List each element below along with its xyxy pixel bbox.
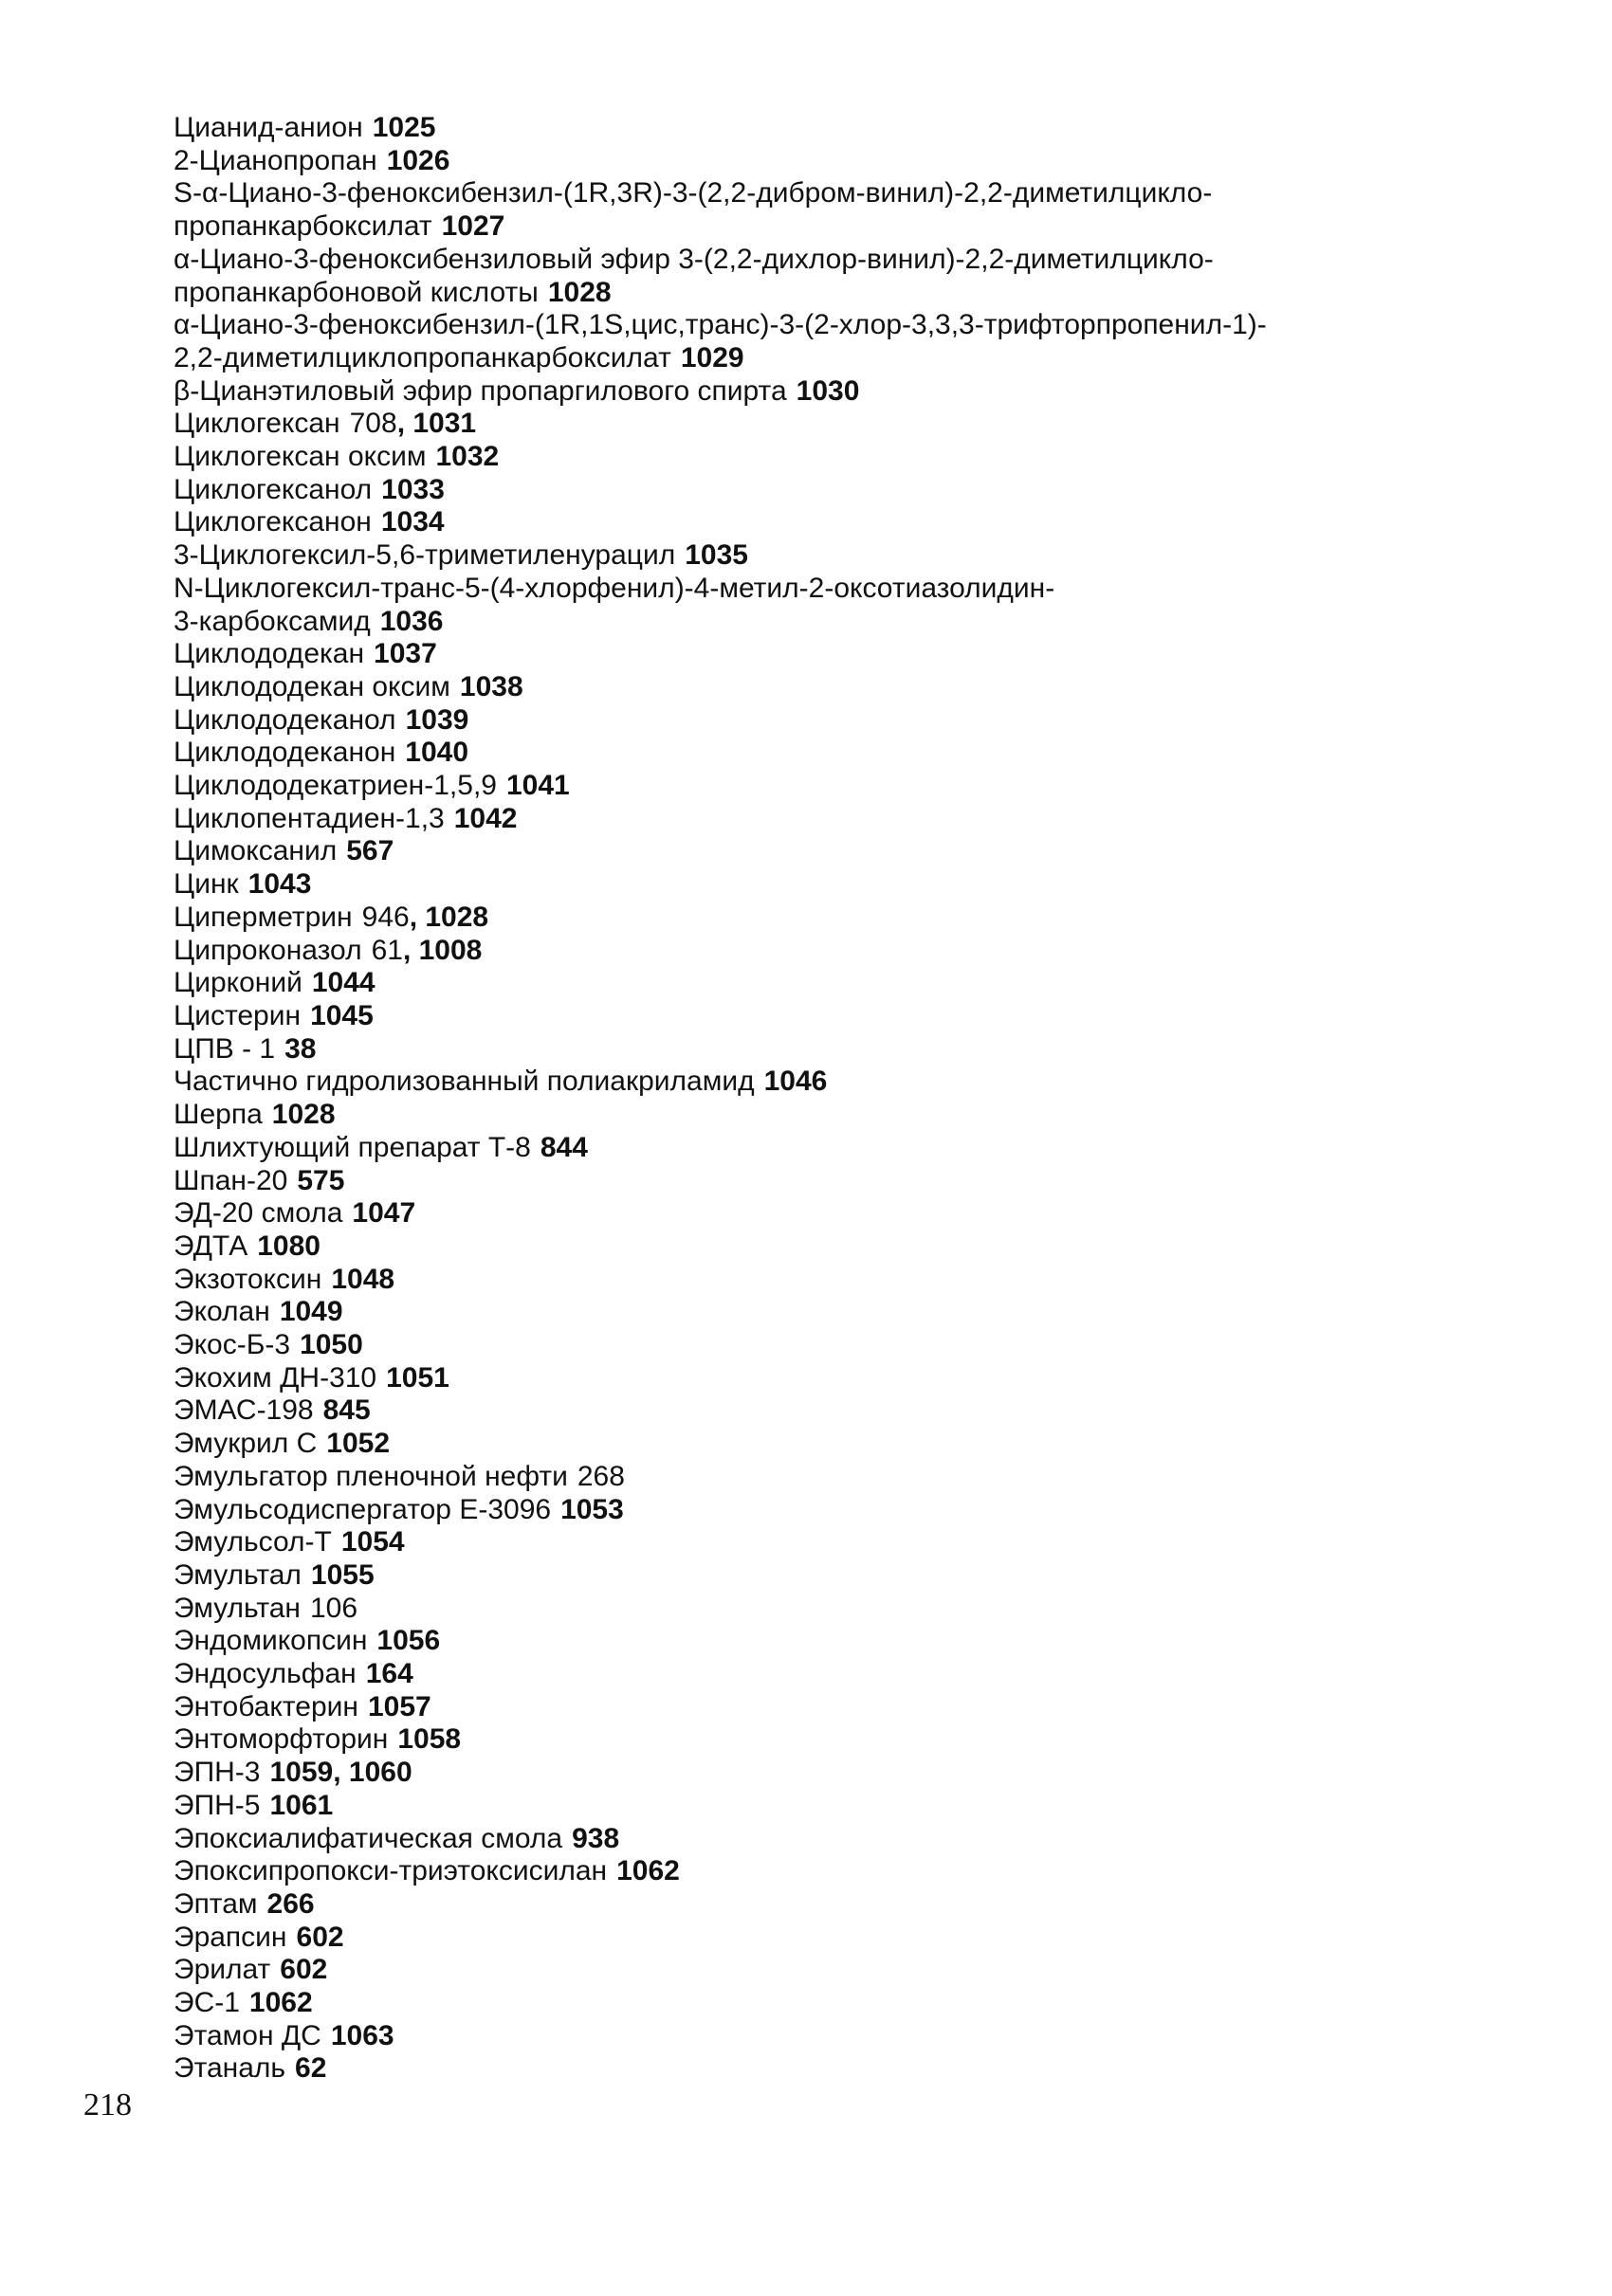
index-term: Циперметрин xyxy=(174,901,353,933)
index-term: β-Цианэтиловый эфир пропаргилового спирта xyxy=(174,374,787,407)
index-entry xyxy=(174,177,1501,243)
page-ref: 1053 xyxy=(560,1493,624,1525)
index-page-refs xyxy=(506,770,570,801)
index-entry xyxy=(174,112,1501,145)
index-term: Этамон ДС xyxy=(174,2019,321,2051)
index-page-refs xyxy=(577,1461,625,1492)
page-ref: 1048 xyxy=(331,1263,395,1295)
page-ref: 1044 xyxy=(311,967,376,999)
index-entry xyxy=(174,2052,1501,2086)
index-entry xyxy=(174,1757,1501,1790)
index-term: Циклогексанол xyxy=(174,473,373,505)
index-entry xyxy=(174,1922,1501,1955)
index-entry xyxy=(174,770,1501,803)
index-page-refs xyxy=(269,1790,333,1821)
page-number: 218 xyxy=(83,2087,132,2123)
page-ref: 1028 xyxy=(271,1099,336,1131)
index-page-refs xyxy=(397,1723,461,1755)
index-page-refs xyxy=(323,1394,371,1426)
index-entry xyxy=(174,704,1501,738)
index-page-refs xyxy=(797,375,860,407)
index-term: Эмульгатор пленочной нефти xyxy=(174,1460,568,1492)
page-ref: 1028 xyxy=(425,901,489,933)
index-entry xyxy=(174,506,1501,539)
index-page-refs xyxy=(331,1264,394,1295)
page-ref: 567 xyxy=(346,835,394,867)
index-term-continuation: пропанкарбоновой кислоты xyxy=(174,276,539,308)
page-ref: 1080 xyxy=(257,1230,321,1262)
index-term: ЭПН-5 xyxy=(174,1789,261,1821)
index-page-refs xyxy=(368,1691,431,1722)
index-page-refs xyxy=(284,1033,316,1065)
index-term: Шерпа xyxy=(174,1099,263,1131)
page-ref: 1034 xyxy=(380,506,445,538)
index-entry xyxy=(174,1230,1501,1264)
index-page-refs xyxy=(548,277,612,308)
page-ref: 1055 xyxy=(310,1558,375,1591)
index-entry xyxy=(174,1494,1501,1527)
page-ref: 1026 xyxy=(386,144,450,176)
page-ref: 1052 xyxy=(326,1428,391,1460)
index-term: Цианид-анион xyxy=(174,112,363,143)
index-term: Циклогексан оксим xyxy=(174,441,427,473)
index-entry xyxy=(174,1329,1501,1362)
index-page-refs xyxy=(460,671,523,702)
index-term-continuation: 3-карбоксамид xyxy=(174,605,371,637)
index-page-refs xyxy=(381,506,445,538)
index-term: Частично гидролизованный полиакриламид xyxy=(174,1066,755,1098)
index-term: N-Циклогексил-транс-5-(4-хлорфенил)-4-метил-2-оксотиазолидин- xyxy=(174,572,1055,604)
index-entry xyxy=(174,1296,1501,1329)
page-ref: 1043 xyxy=(247,868,312,901)
page-ref: 1049 xyxy=(279,1296,343,1328)
page-ref: 1050 xyxy=(300,1329,363,1361)
index-page-refs xyxy=(681,342,744,374)
index-entry xyxy=(174,1559,1501,1593)
index-term: ЦПВ - 1 xyxy=(174,1032,276,1065)
index-term: S-α-Циано-3-феноксибензил-(1R,3R)-3-(2,2-дибром-винил)-2,2-диметилцикло- xyxy=(174,177,1213,210)
index-page-refs xyxy=(685,539,748,571)
index-term: α-Циано-3-феноксибензиловый эфир 3-(2,2-дихлор-винил)-2,2-диметилцикло- xyxy=(174,243,1214,275)
index-entry xyxy=(174,1723,1501,1757)
page-ref: 1035 xyxy=(685,539,748,572)
page-ref: 602 xyxy=(280,1954,328,1986)
index-term: Циклододекатриен-1,5,9 xyxy=(174,770,497,802)
index-term: Эпоксиалифатическая смола xyxy=(174,1822,563,1854)
index-term: Эмукрил С xyxy=(174,1428,318,1460)
page-ref: 1031 xyxy=(412,408,477,440)
index-term: Циклододекан оксим xyxy=(174,670,450,702)
page-ref: 1038 xyxy=(459,670,523,702)
index-page-refs xyxy=(406,704,469,736)
index-entry xyxy=(174,868,1501,902)
page-ref: 38 xyxy=(284,1032,317,1065)
index-entry xyxy=(174,145,1501,178)
page-ref: 708 xyxy=(349,408,397,440)
index-page-refs xyxy=(267,1888,315,1920)
index-entry xyxy=(174,967,1501,1000)
index-term: ЭДТА xyxy=(174,1230,248,1262)
index-page-refs xyxy=(373,112,436,143)
index-term: Эмультан xyxy=(174,1592,301,1624)
index-term: ЭМАС-198 xyxy=(174,1394,314,1427)
index-entry xyxy=(174,671,1501,704)
index-page-refs xyxy=(435,441,499,472)
index-entry xyxy=(174,244,1501,309)
index-entry xyxy=(174,1197,1501,1230)
index-page-refs xyxy=(366,1658,413,1689)
index-page-refs xyxy=(310,1000,374,1031)
page-ref: 1063 xyxy=(330,2019,394,2051)
page-ref: 602 xyxy=(296,1921,344,1953)
index-entry xyxy=(174,835,1501,868)
index-entry xyxy=(174,1526,1501,1559)
page-ref: 1056 xyxy=(376,1625,441,1657)
index-entry xyxy=(174,539,1501,573)
index-page-refs xyxy=(560,1494,624,1525)
page-ref: 575 xyxy=(297,1164,345,1196)
index-entry xyxy=(174,408,1501,441)
index-term: Эмульсодиспергатор Е-3096 xyxy=(174,1493,552,1525)
index-page-refs xyxy=(326,1428,390,1459)
index-term-continuation: пропанкарбоксилат xyxy=(174,210,432,243)
page-ref: 1045 xyxy=(310,999,374,1031)
index-entry xyxy=(174,573,1501,638)
page-ref: 1025 xyxy=(372,112,436,143)
index-page-refs xyxy=(280,1954,327,1985)
index-term: Цистерин xyxy=(174,999,302,1031)
index-term: Цирконий xyxy=(174,967,302,999)
page-ref: 1040 xyxy=(405,737,469,769)
index-term: Циклогексан xyxy=(174,408,340,440)
page-ref: 106 xyxy=(309,1592,358,1624)
index-entry xyxy=(174,1954,1501,1987)
index-term: ЭПН-3 xyxy=(174,1757,261,1789)
index-page-refs xyxy=(346,835,394,866)
page-ref: 1042 xyxy=(453,802,518,834)
page-ref: 1027 xyxy=(441,210,505,243)
index-term: Циклододекан xyxy=(174,638,365,670)
index-page-refs xyxy=(312,967,376,998)
index-page-refs xyxy=(300,1329,363,1360)
index-entry xyxy=(174,1691,1501,1724)
index-term: Энтобактерин xyxy=(174,1690,358,1722)
index-page-refs xyxy=(572,1823,619,1854)
index-entry xyxy=(174,309,1501,374)
index-page-refs xyxy=(386,1362,449,1394)
index-page-refs xyxy=(341,1526,405,1558)
index-page-refs xyxy=(376,1625,440,1656)
index-term: Экос-Б-3 xyxy=(174,1329,291,1361)
index-page-refs xyxy=(297,1922,344,1953)
page-ref: 1059 xyxy=(269,1757,334,1789)
page-ref: 1062 xyxy=(616,1855,680,1887)
index-entry xyxy=(174,1066,1501,1099)
index-term: 3-Циклогексил-5,6-триметиленурацил xyxy=(174,539,676,572)
index-entry xyxy=(174,1625,1501,1658)
index-page-refs: 708, 1031 xyxy=(349,408,477,440)
index-page-refs xyxy=(257,1230,321,1262)
page-ref: 844 xyxy=(540,1131,588,1163)
page-ref: 1036 xyxy=(379,605,444,637)
index-term: 2-Цианопропан xyxy=(174,144,377,176)
index-page-refs xyxy=(295,2052,326,2084)
index-entry xyxy=(174,2020,1501,2053)
index-page-refs xyxy=(297,1165,344,1196)
page-ref: 1039 xyxy=(405,703,469,736)
index-entry xyxy=(174,1264,1501,1297)
page-ref: 1033 xyxy=(381,473,445,505)
page-ref: 1061 xyxy=(269,1789,334,1821)
page-ref: 1047 xyxy=(352,1197,416,1230)
index-page-refs xyxy=(764,1066,828,1097)
index-page-refs xyxy=(374,638,437,669)
index-page-refs: 946, 1028 xyxy=(361,901,489,933)
index-entry xyxy=(174,1099,1501,1132)
index-entry xyxy=(174,1888,1501,1922)
page-ref: 845 xyxy=(322,1394,371,1427)
index-page-refs xyxy=(249,1987,313,2018)
index-page-refs xyxy=(616,1855,680,1886)
index-entry xyxy=(174,1855,1501,1888)
index-page-refs: 1059, 1060 xyxy=(269,1757,412,1789)
index-page-refs: 61, 1008 xyxy=(371,934,483,966)
index-entry xyxy=(174,1428,1501,1461)
index-entry xyxy=(174,441,1501,474)
index-page-refs xyxy=(540,1132,588,1163)
page-ref: 1057 xyxy=(367,1690,431,1722)
page-ref: 1008 xyxy=(418,934,483,966)
index-term: Эмульсол-Т xyxy=(174,1526,332,1558)
index-term: Циклопентадиен-1,3 xyxy=(174,802,445,834)
index-term: ЭД-20 смола xyxy=(174,1197,343,1230)
index-entry xyxy=(174,638,1501,671)
page-ref: 1054 xyxy=(340,1526,405,1558)
index-entry xyxy=(174,1790,1501,1823)
index-entry xyxy=(174,1165,1501,1198)
index-page-refs xyxy=(280,1296,343,1327)
page-ref: 164 xyxy=(365,1658,413,1690)
index-term: Экохим ДН-310 xyxy=(174,1361,377,1394)
index-term: Циклододеканол xyxy=(174,703,396,736)
index-entry xyxy=(174,1823,1501,1856)
page-ref: 1029 xyxy=(680,341,744,374)
index-entry xyxy=(174,1132,1501,1165)
index-term: Эмультал xyxy=(174,1558,302,1591)
index-entry xyxy=(174,737,1501,770)
index-term: Циклогексанон xyxy=(174,506,372,538)
index-page-refs xyxy=(454,803,518,834)
page-ref: 1028 xyxy=(547,276,612,308)
index-term: Энтоморфторин xyxy=(174,1723,389,1756)
index-term: Эколан xyxy=(174,1296,270,1328)
index-term: Шпан-20 xyxy=(174,1164,288,1196)
index-entry xyxy=(174,1362,1501,1395)
index-term: Ципроконазол xyxy=(174,934,362,966)
index-page-refs xyxy=(381,474,445,505)
index-entry xyxy=(174,474,1501,507)
index-page-refs xyxy=(405,737,468,768)
page-ref: 946 xyxy=(361,901,410,933)
index-term: Цинк xyxy=(174,868,239,901)
index-term: Эндосульфан xyxy=(174,1658,357,1690)
page-ref: 61 xyxy=(371,934,403,966)
index-page-refs xyxy=(387,145,450,176)
page-ref: 1030 xyxy=(796,374,860,407)
index-entry xyxy=(174,1593,1501,1626)
index-list xyxy=(174,112,1501,2086)
index-entry xyxy=(174,1658,1501,1691)
index-term: Цимоксанил xyxy=(174,835,338,867)
index-page-refs xyxy=(352,1197,415,1229)
index-entry xyxy=(174,1033,1501,1066)
index-page-refs xyxy=(272,1099,336,1130)
index-term: Эрилат xyxy=(174,1954,271,1986)
index-entry xyxy=(174,1461,1501,1494)
page-ref: 62 xyxy=(295,2052,327,2085)
index-term-continuation: 2,2-диметилциклопропанкарбоксилат xyxy=(174,341,671,374)
index-page-refs xyxy=(311,1559,375,1591)
index-term: Эпоксипропокси-триэтоксисилан xyxy=(174,1855,608,1887)
page-ref: 1037 xyxy=(374,638,437,670)
page-ref: 1058 xyxy=(397,1723,462,1756)
index-entry xyxy=(174,902,1501,935)
page-ref: 1046 xyxy=(763,1066,828,1098)
page-ref: 1051 xyxy=(386,1361,449,1394)
index-page-refs xyxy=(442,210,505,242)
index-term: Эрапсин xyxy=(174,1921,287,1953)
index-page-refs xyxy=(331,2020,394,2051)
index-entry xyxy=(174,1000,1501,1033)
page-ref: 1060 xyxy=(348,1757,412,1789)
page-ref: 268 xyxy=(577,1460,625,1492)
index-page-refs xyxy=(248,868,312,900)
index-page-refs xyxy=(310,1593,357,1624)
index-entry xyxy=(174,1394,1501,1428)
index-term: Эндомикопсин xyxy=(174,1625,368,1657)
index-term: Шлихтующий препарат Т-8 xyxy=(174,1131,531,1163)
index-term: Эптам xyxy=(174,1887,258,1920)
index-entry xyxy=(174,935,1501,968)
page-ref: 1062 xyxy=(248,1987,313,2019)
index-entry xyxy=(174,1987,1501,2020)
index-entry xyxy=(174,375,1501,409)
page-ref: 266 xyxy=(266,1887,315,1920)
index-term: Этаналь xyxy=(174,2052,286,2085)
index-page-refs xyxy=(380,606,444,637)
index-term: Циклододеканон xyxy=(174,737,396,769)
index-entry xyxy=(174,803,1501,836)
page-ref: 938 xyxy=(572,1822,620,1854)
index-term: ЭС-1 xyxy=(174,1987,240,2019)
index-term: α-Циано-3-феноксибензил-(1R,1S,цис,транс)-3-(2-хлор-3,3,3-трифторпропенил-1)- xyxy=(174,309,1267,341)
page-ref: 1041 xyxy=(505,770,570,802)
index-term: Экзотоксин xyxy=(174,1263,322,1295)
page-ref: 1032 xyxy=(435,441,500,473)
